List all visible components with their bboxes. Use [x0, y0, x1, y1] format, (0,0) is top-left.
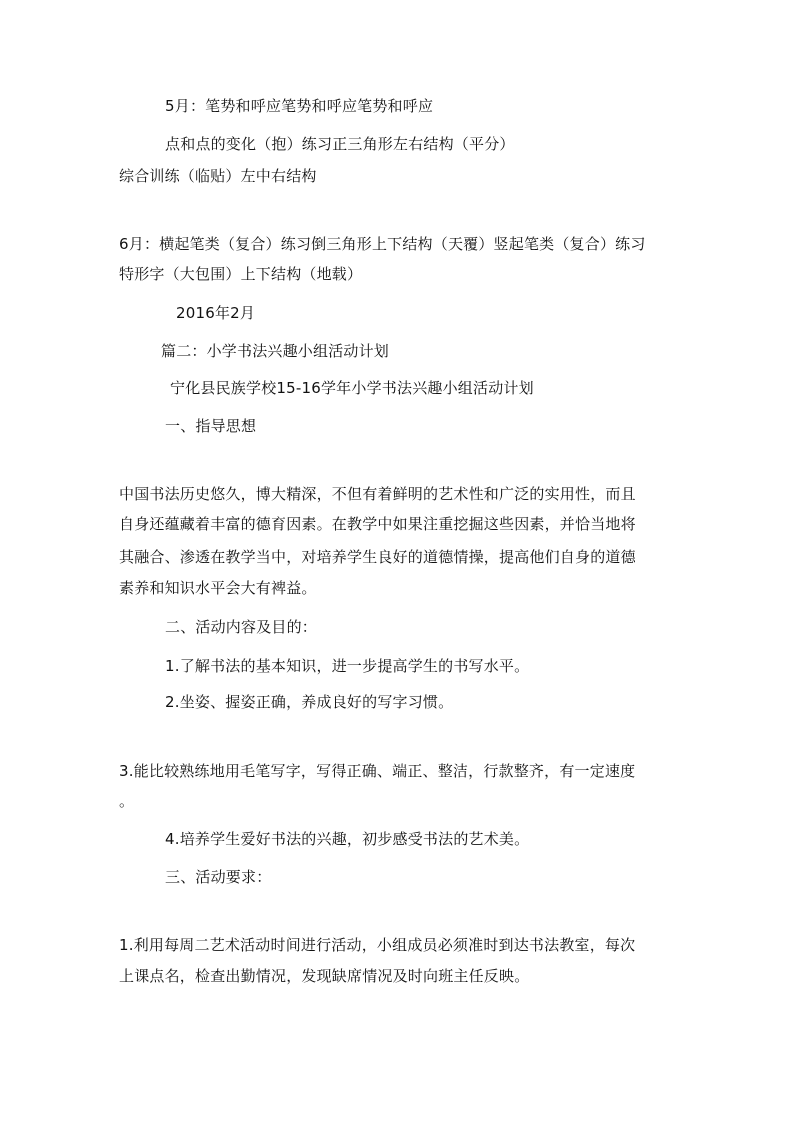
text-line: 2.坐姿、握姿正确，养成良好的写字习惯。 [165, 693, 454, 711]
text-line: 6月：横起笔类（复合）练习倒三角形上下结构（天覆）竖起笔类（复合）练习 [119, 235, 646, 253]
text-line: 综合训练（临贴）左中右结构 [119, 167, 317, 185]
text-line: 其融合、渗透在教学当中，对培养学生良好的道德情操，提高他们自身的道德 [119, 548, 636, 566]
text-line: 上课点名，检查出勤情况，发现缺席情况及时向班主任反映。 [119, 967, 530, 985]
section-heading: 三、活动要求： [165, 868, 272, 886]
text-line: 中国书法历史悠久，博大精深，不但有着鲜明的艺术性和广泛的实用性，而且 [119, 485, 636, 503]
text-line: 3.能比较熟练地用毛笔写字，写得正确、端正、整洁，行款整齐，有一定速度 [119, 762, 636, 780]
section-heading: 一、指导思想 [165, 417, 257, 435]
text-line: 1.利用每周二艺术活动时间进行活动，小组成员必须准时到达书法教室，每次 [119, 936, 636, 954]
text-line: 1.了解书法的基本知识，进一步提高学生的书写水平。 [165, 657, 530, 675]
text-line: 自身还蕴藏着丰富的德育因素。在教学中如果注重挖掘这些因素，并恰当地将 [119, 515, 636, 533]
text-line: 特形字（大包围）上下结构（地载） [119, 265, 363, 283]
text-line: 素养和知识水平会大有裨益。 [119, 579, 317, 597]
text-line: 5月：笔势和呼应笔势和呼应笔势和呼应 [165, 97, 434, 115]
text-line: 。 [119, 792, 135, 810]
section-heading: 篇二：小学书法兴趣小组活动计划 [161, 342, 390, 360]
text-line: 2016年2月 [176, 304, 256, 322]
text-line: 宁化县民族学校15-16学年小学书法兴趣小组活动计划 [170, 379, 534, 397]
section-heading: 二、活动内容及目的： [165, 618, 318, 636]
text-line: 4.培养学生爱好书法的兴趣，初步感受书法的艺术美。 [165, 830, 530, 848]
text-line: 点和点的变化（抱）练习正三角形左右结构（平分） [165, 135, 515, 153]
